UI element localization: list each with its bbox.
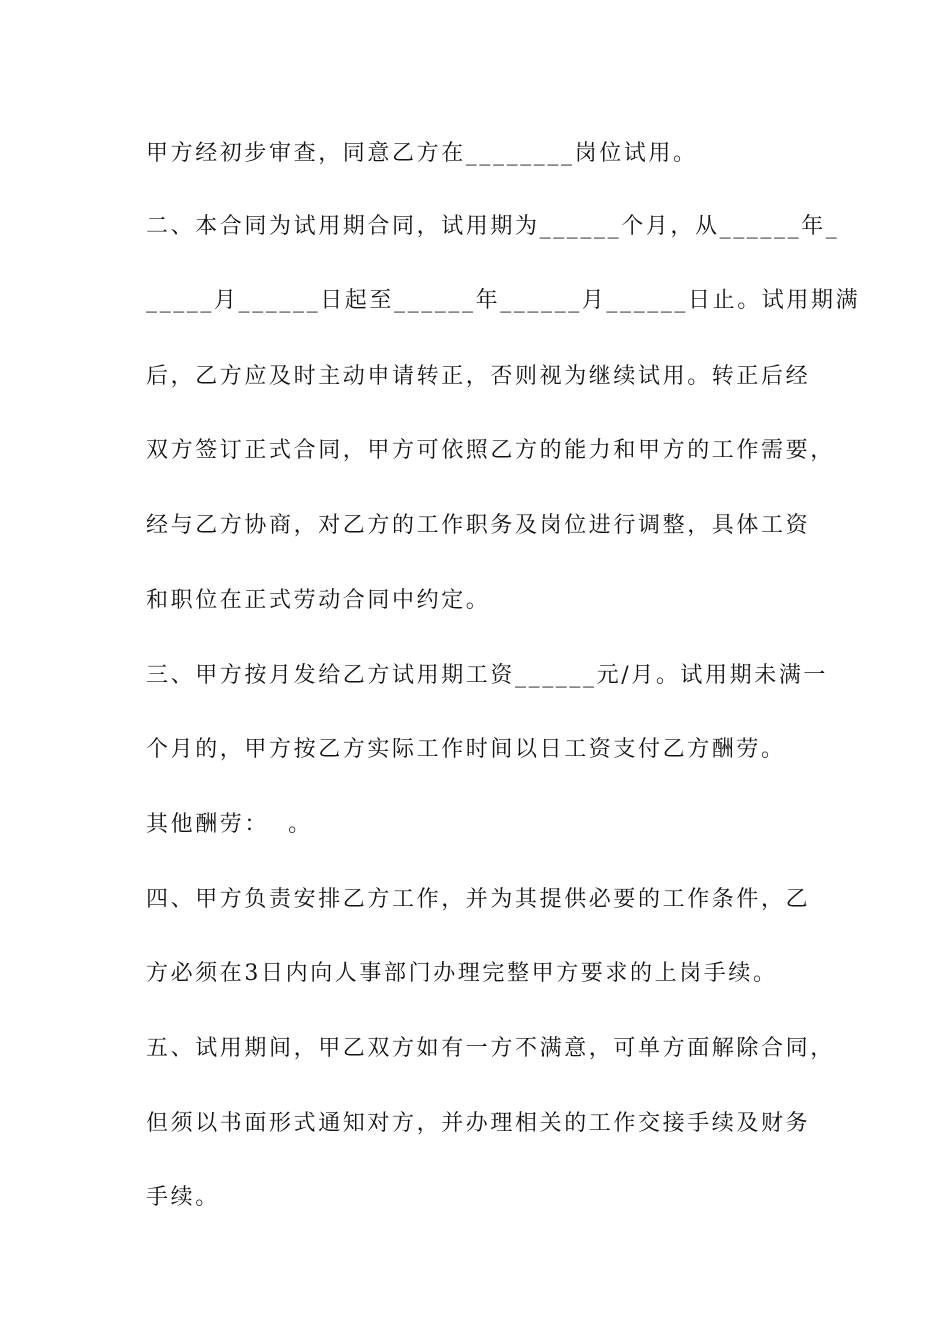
paragraph-line: 甲方经初步审查，同意乙方在________岗位试用。 xyxy=(146,141,698,166)
paragraph-line: 双方签订正式合同，甲方可依照乙方的能力和甲方的工作需要， xyxy=(146,438,835,463)
paragraph-line: 其他酬劳： 。 xyxy=(146,812,313,837)
paragraph-line: 三、甲方按月发给乙方试用期工资______元/月。试用期未满一 xyxy=(146,663,829,688)
paragraph-line: 个月的，甲方按乙方实际工作时间以日工资支付乙方酬劳。 xyxy=(146,737,786,762)
paragraph-line: 五、试用期间，甲乙双方如有一方不满意，可单方面解除合同， xyxy=(146,1036,835,1061)
paragraph-line: 方必须在3日内向人事部门办理完整甲方要求的上岗手续。 xyxy=(146,961,778,986)
paragraph-line: 手续。 xyxy=(146,1185,220,1210)
paragraph-line: 四、甲方负责安排乙方工作，并为其提供必要的工作条件，乙 xyxy=(146,887,811,912)
paragraph-line: 经与乙方协商，对乙方的工作职务及岗位进行调整，具体工资 xyxy=(146,513,811,538)
paragraph-line: 但须以书面形式通知对方，并办理相关的工作交接手续及财务 xyxy=(146,1111,811,1136)
paragraph-line: 二、本合同为试用期合同，试用期为______个月，从______年_ xyxy=(146,214,840,239)
paragraph-line: 和职位在正式劳动合同中约定。 xyxy=(146,588,491,613)
paragraph-line: 后，乙方应及时主动申请转正，否则视为继续试用。转正后经 xyxy=(146,364,811,389)
paragraph-line: _____月______日起至______年______月______日止。试用期满 xyxy=(146,288,861,313)
